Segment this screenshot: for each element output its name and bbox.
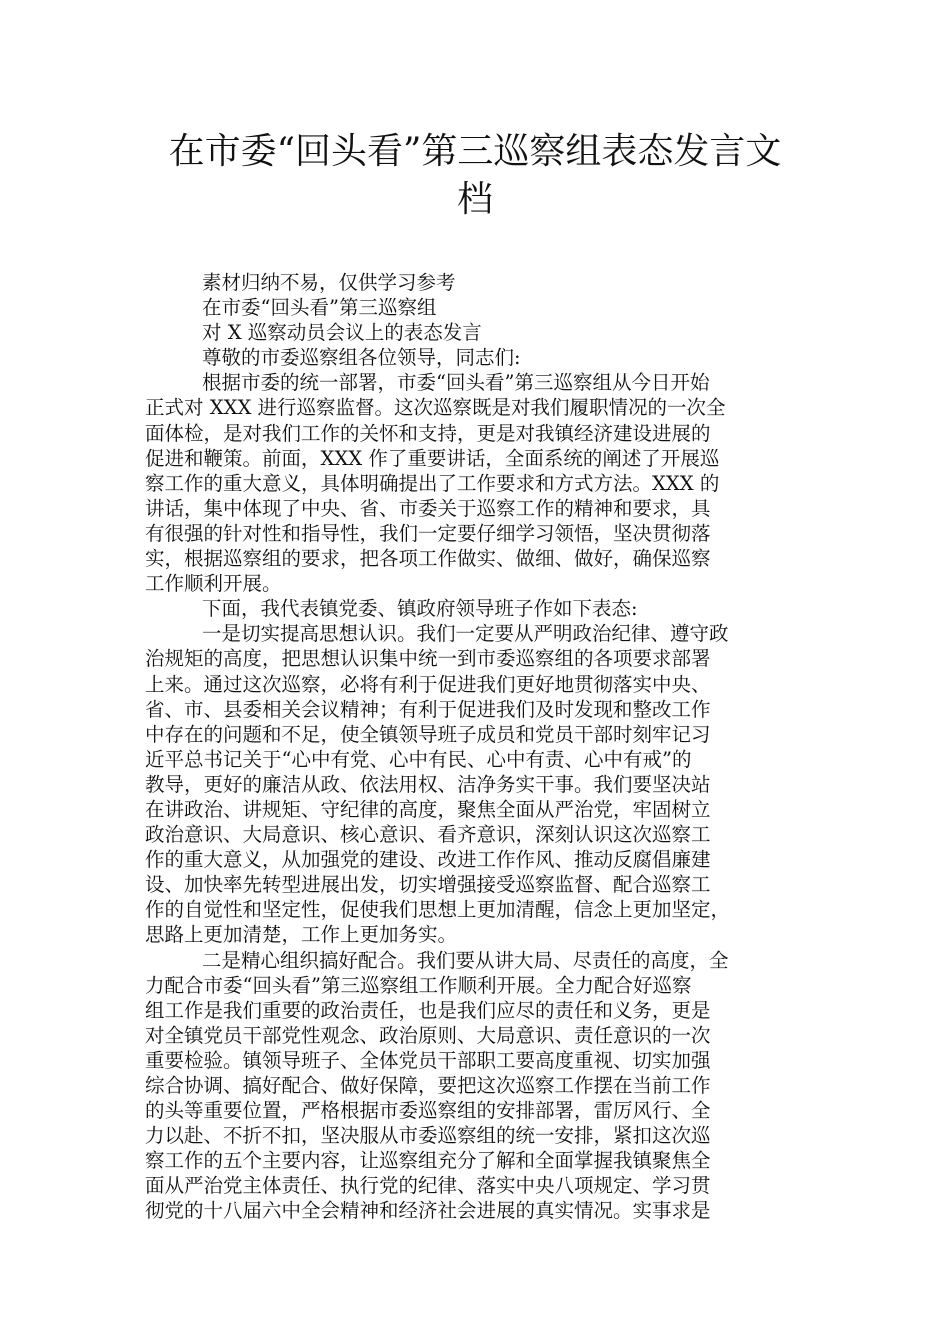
header-line: 在市委“回头看”第三巡察组	[202, 296, 437, 320]
document-title	[150, 128, 800, 224]
paragraph-line: 工作顺利开展。	[145, 572, 282, 596]
paragraph-line: 省、市、县委相关会议精神；有利于促进我们及时发现和整改工作	[145, 697, 711, 721]
paragraph-line: 一是切实提高思想认识。我们一定要从严明政治纪律、遵守政	[202, 622, 729, 646]
paragraph-line: 的头等重要位置，严格根据市委巡察组的安排部署，雷厉风行、全	[145, 1099, 711, 1123]
paragraph-line: 中存在的问题和不足，使全镇领导班子成员和党员干部时刻牢记习	[145, 722, 711, 746]
paragraph-line: 力配合市委“回头看”第三巡察组工作顺利开展。全力配合好巡察	[145, 973, 692, 997]
paragraph-line: 面体检，是对我们工作的关怀和支持，更是对我镇经济建设进展的	[145, 421, 711, 445]
paragraph-line: 组工作是我们重要的政治责任，也是我们应尽的责任和义务，更是	[145, 998, 711, 1022]
title-line-2: 档	[456, 179, 493, 220]
paragraph-line: 教导，更好的廉洁从政、依法用权、洁净务实干事。我们要坚决站	[145, 772, 711, 796]
paragraph-line: 在讲政治、讲规矩、守纪律的高度，聚焦全面从严治党，牢固树立	[145, 797, 711, 821]
paragraph-line: 作的自觉性和坚定性，促使我们思想上更加清醒，信念上更加坚定，	[145, 898, 731, 922]
paragraph-line: 近平总书记关于“心中有党、心中有民、心中有责、心中有戒”的	[145, 747, 692, 771]
header-block	[145, 270, 825, 370]
paragraph-line: 面从严治党主体责任、执行党的纪律、落实中央八项规定、学习贯	[145, 1174, 711, 1198]
paragraph-line: 察工作的五个主要内容，让巡察组充分了解和全面掌握我镇聚焦全	[145, 1149, 711, 1173]
paragraph-3	[145, 621, 825, 947]
paragraph-line: 讲话，集中体现了中央、省、市委关于巡察工作的精神和要求，具	[145, 496, 711, 520]
paragraph-line: 上来。通过这次巡察，必将有利于促进我们更好地贯彻落实中央、	[145, 672, 711, 696]
document-body	[145, 270, 825, 1224]
paragraph-line: 察工作的重大意义，具体明确提出了工作要求和方式方法。XXX 的	[145, 471, 720, 495]
paragraph-line: 治规矩的高度，把思想认识集中统一到市委巡察组的各项要求部署	[145, 647, 711, 671]
paragraph-line: 实，根据巡察组的要求，把各项工作做实、做细、做好，确保巡察	[145, 547, 711, 571]
paragraph-line: 综合协调、搞好配合、做好保障，要把这次巡察工作摆在当前工作	[145, 1074, 711, 1097]
paragraph-line: 力以赴、不折不扣，坚决服从市委巡察组的统一安排，紧扣这次巡	[145, 1124, 711, 1148]
paragraph-line: 下面，我代表镇党委、镇政府领导班子作如下表态:	[202, 597, 638, 621]
paragraph-2	[145, 596, 825, 621]
paragraph-line: 正式对 XXX 进行巡察监督。这次巡察既是对我们履职情况的一次全	[145, 396, 726, 420]
paragraph-1	[145, 370, 825, 596]
paragraph-line: 对全镇党员干部党性观念、政治原则、大局意识、责任意识的一次	[145, 1023, 711, 1047]
paragraph-line: 促进和鞭策。前面，XXX 作了重要讲话，全面系统的阐述了开展巡	[145, 446, 720, 470]
paragraph-line: 设、加快率先转型进展出发，切实增强接受巡察监督、配合巡察工	[145, 873, 711, 897]
header-line: 对 X 巡察动员会议上的表态发言	[202, 321, 482, 345]
paragraph-line: 政治意识、大局意识、核心意识、看齐意识，深刻认识这次巡察工	[145, 823, 711, 847]
paragraph-line: 作的重大意义，从加强党的建设、改进工作作风、推动反腐倡廉建	[145, 848, 711, 872]
paragraph-4	[145, 948, 825, 1224]
title-line-1: 在市委“回头看”第三巡察组表态发言文	[168, 131, 782, 172]
header-line: 素材归纳不易，仅供学习参考	[202, 271, 456, 294]
paragraph-line: 彻党的十八届六中全会精神和经济社会进展的真实情况。实事求是	[145, 1199, 711, 1223]
paragraph-line: 有很强的针对性和指导性，我们一定要仔细学习领悟，坚决贯彻落	[145, 521, 711, 545]
paragraph-line: 二是精心组织搞好配合。我们要从讲大局、尽责任的高度，全	[202, 948, 729, 972]
paragraph-line: 思路上更加清楚，工作上更加务实。	[145, 923, 458, 947]
paragraph-line: 根据市委的统一部署，市委“回头看”第三巡察组从今日开始	[202, 371, 710, 395]
header-line: 尊敬的市委巡察组各位领导，同志们:	[202, 346, 521, 370]
paragraph-line: 重要检验。镇领导班子、全体党员干部职工要高度重视、切实加强	[145, 1048, 711, 1072]
